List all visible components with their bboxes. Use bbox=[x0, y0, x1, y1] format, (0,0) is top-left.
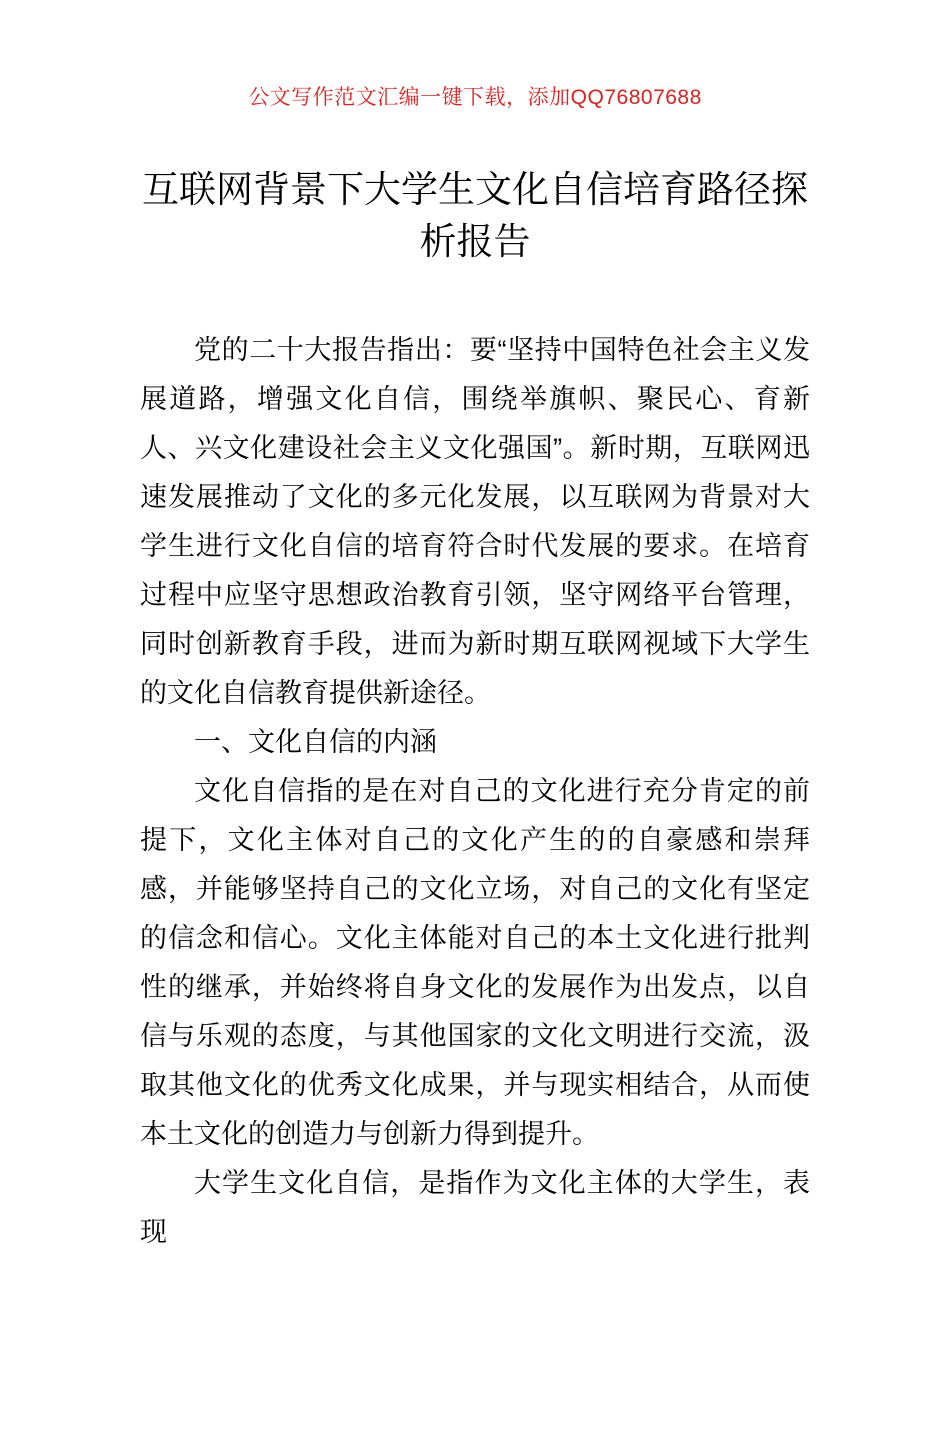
paragraph-intro: 党的二十大报告指出：要“坚持中国特色社会主义发展道路，增强文化自信，围绕举旗帜、聚民心、育新人、兴文化建设社会主义文化强国”。新时期，互联网迅速发展推动了文化的多元化发展，以互联网为背景对大学生进行文化自信的培育符合时代发展的要求。在培育过程中应坚守思想政治教育引领，坚守网络平台管理，同时创新教育手段，进而为新时期互联网视域下大学生的文化自信教育提供新途径。 bbox=[140, 335, 810, 708]
promo-header-text: 公文写作范文汇编一键下载，添加QQ76807688 bbox=[248, 86, 702, 109]
paragraph-student-culture-confidence-partial: 大学生文化自信，是指作为文化主体的大学生，表现 bbox=[140, 1168, 810, 1247]
document-body bbox=[140, 326, 810, 1257]
paragraph-culture-confidence-definition: 文化自信指的是在对自己的文化进行充分肯定的前提下，文化主体对自己的文化产生的的自豪感和崇拜感，并能够坚持自己的文化立场，对自己的文化有坚定的信念和信心。文化主体能对自己的本土文化进行批判性的继承，并始终将自身文化的发展作为出发点，以自信与乐观的态度，与其他国家的文化文明进行交流，汲取其他文化的优秀文化成果，并与现实相结合，从而使本土文化的创造力与创新力得到提升。 bbox=[140, 776, 810, 1149]
document-page bbox=[0, 86, 950, 1430]
section-heading-1: 一、文化自信的内涵 bbox=[194, 727, 437, 757]
document-title: 互联网背景下大学生文化自信培育路径探析报告 bbox=[142, 169, 808, 262]
